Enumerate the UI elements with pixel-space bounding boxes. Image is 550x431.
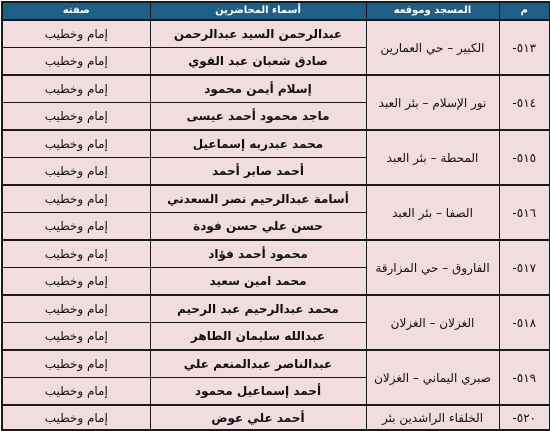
lecturer-name: أحمد إسماعيل محمود <box>150 378 366 406</box>
lecturer-role: إمام وخطيب <box>2 20 150 48</box>
lecturer-name: عبدالله سليمان الطاهر <box>150 323 366 351</box>
lecturer-name: محمد امين سعيد <box>150 268 366 296</box>
mosque-location: الصفا – بئر العبد <box>366 185 499 240</box>
table-row <box>2 350 550 378</box>
lecturer-role: إمام وخطيب <box>2 295 150 323</box>
table-row <box>2 75 550 103</box>
table-row <box>2 20 550 48</box>
table-row <box>2 405 550 430</box>
lecturer-name: ماجد محمود أحمد عيسى <box>150 103 366 131</box>
lecturer-name: محمود أحمد فؤاد <box>150 240 366 268</box>
lecturer-role: إمام وخطيب <box>2 75 150 103</box>
lecturer-name: عبدالرحمن السيد عبدالرحمن <box>150 20 366 48</box>
entry-number: ٥١٩- <box>499 350 550 405</box>
header-num: م <box>499 2 550 20</box>
lecturer-name: حسن علي حسن فودة <box>150 213 366 241</box>
table-row <box>2 240 550 268</box>
header-names: أسماء المحاضرين <box>150 2 366 20</box>
mosque-location: الكبير – حي العمارين <box>366 20 499 75</box>
header-mosque: المسجد وموقعه <box>366 2 499 20</box>
preachers-table <box>1 1 550 431</box>
table-row <box>2 185 550 213</box>
mosque-location: نور الإسلام – بئر العبد <box>366 75 499 130</box>
lecturer-name: عبدالناصر عبدالمنعم علي <box>150 350 366 378</box>
lecturer-role: إمام وخطيب <box>2 268 150 296</box>
entry-number: ٥١٥- <box>499 130 550 185</box>
mosque-location: المحطة – بئر العبد <box>366 130 499 185</box>
mosque-location: صبري اليماني – الغزلان <box>366 350 499 405</box>
lecturer-name: أحمد صابر أحمد <box>150 158 366 186</box>
entry-number: ٥١٣- <box>499 20 550 75</box>
lecturer-role: إمام وخطيب <box>2 350 150 378</box>
lecturer-role: إمام وخطيب <box>2 240 150 268</box>
lecturer-role: إمام وخطيب <box>2 213 150 241</box>
lecturer-role: إمام وخطيب <box>2 405 150 430</box>
entry-number: ٥٢٠- <box>499 405 550 430</box>
header-row <box>2 2 550 20</box>
lecturer-role: إمام وخطيب <box>2 158 150 186</box>
mosque-location: الفاروق – حي المزارقة <box>366 240 499 295</box>
lecturer-name: أحمد علي عوض <box>150 405 366 430</box>
lecturer-name: إسلام أيمن محمود <box>150 75 366 103</box>
lecturer-name: محمد عبدالرحيم عبد الرحيم <box>150 295 366 323</box>
lecturer-role: إمام وخطيب <box>2 103 150 131</box>
table-row <box>2 130 550 158</box>
lecturer-role: إمام وخطيب <box>2 378 150 406</box>
entry-number: ٥١٧- <box>499 240 550 295</box>
entry-number: ٥١٦- <box>499 185 550 240</box>
lecturer-role: إمام وخطيب <box>2 323 150 351</box>
header-role: صفته <box>2 2 150 20</box>
lecturer-name: أسامة عبدالرحيم نصر السعدني <box>150 185 366 213</box>
lecturer-role: إمام وخطيب <box>2 130 150 158</box>
entry-number: ٥١٤- <box>499 75 550 130</box>
entry-number: ٥١٨- <box>499 295 550 350</box>
lecturer-role: إمام وخطيب <box>2 48 150 76</box>
lecturer-role: إمام وخطيب <box>2 185 150 213</box>
lecturer-name: محمد عبدربه إسماعيل <box>150 130 366 158</box>
table-row <box>2 295 550 323</box>
lecturer-name: صادق شعبان عبد القوي <box>150 48 366 76</box>
mosque-location: الغزلان – الغزلان <box>366 295 499 350</box>
mosque-location: الخلفاء الراشدين بئر <box>366 405 499 430</box>
